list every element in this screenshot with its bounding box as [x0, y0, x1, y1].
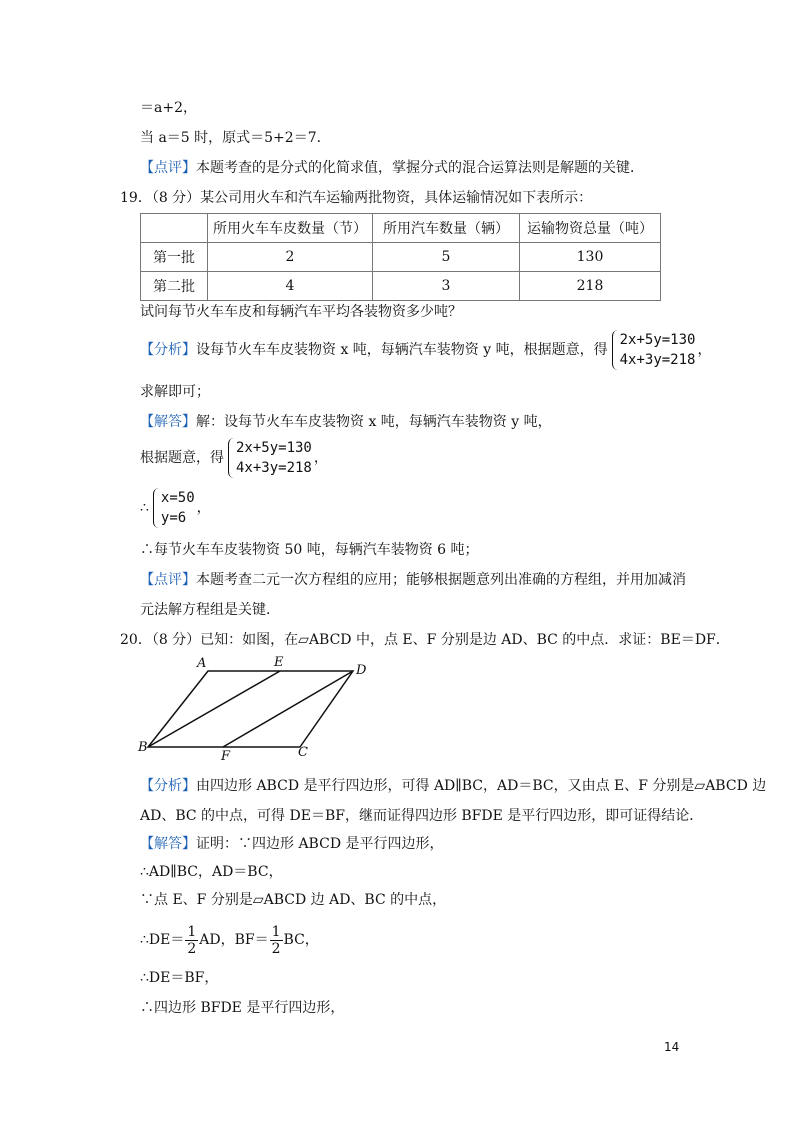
- text-line: 当 a＝5 时，原式＝5+2＝7．: [140, 130, 331, 146]
- equation: 2x+5y=130: [619, 332, 696, 348]
- solution: x=50: [160, 490, 195, 506]
- table-cell: 2: [208, 243, 373, 272]
- label-a: A: [197, 656, 207, 671]
- table-header-cell: [141, 214, 208, 243]
- therefore-symbol: ∴: [140, 500, 149, 516]
- fraction-numerator: 1: [271, 923, 281, 940]
- proof-step: ∴四边形 BFDE 是平行四边形，: [140, 1000, 345, 1016]
- table-cell: 第一批: [141, 243, 208, 272]
- solution-system: [151, 488, 195, 528]
- analysis-line: AD、BC 的中点，可得 DE＝BF，继而证得四边形 BFDE 是平行四边形，即可证得结论．: [140, 808, 704, 824]
- table-cell: 130: [520, 243, 661, 272]
- label-b: B: [138, 740, 148, 755]
- table-cell: 218: [520, 272, 661, 301]
- proof-step: ∵点 E、F 分别是▱ABCD 边 AD、BC 的中点，: [140, 892, 447, 908]
- solution: y=6: [160, 510, 187, 526]
- table-cell: 第二批: [141, 272, 208, 301]
- equation-system: [226, 438, 312, 478]
- question-20-heading: 20．（8 分）已知：如图，在▱ABCD 中，点 E、F 分别是边 AD、BC 的中点．求证：BE＝DF．: [120, 632, 730, 648]
- fraction-numerator: 1: [187, 923, 197, 940]
- proof-step: 证明：∵四边形 ABCD 是平行四边形，: [196, 836, 444, 852]
- question-19-heading: 19．（8 分）某公司用火车和汽车运输两批物资，具体运输情况如下表所示：: [120, 190, 593, 206]
- equation: 4x+3y=218: [619, 352, 696, 368]
- solution-line: ∴ x=50 y=6 ，: [140, 490, 211, 526]
- fraction-half: [270, 924, 283, 957]
- table-header-cell: 所用火车车皮数量（节）: [208, 214, 373, 243]
- table-cell: 4: [208, 272, 373, 301]
- proof-step: ∴DE＝BF，: [140, 970, 219, 986]
- comment-line: [140, 158, 644, 178]
- table-header-row: [141, 214, 661, 243]
- label-f: F: [221, 749, 231, 764]
- answer-conclusion: ∴每节火车车皮装物资 50 吨，每辆汽车装物资 6 吨；: [140, 542, 479, 558]
- comment-line: [140, 570, 686, 590]
- analysis-tag: 【分析】: [140, 342, 196, 358]
- question-19-ask: 试问每节火车车皮和每辆汽车平均各装物资多少吨？: [140, 304, 462, 320]
- analysis-text: 设每节火车车皮装物资 x 吨，每辆汽车装物资 y 吨，根据题意，得: [196, 342, 608, 358]
- fraction-denominator: 2: [271, 940, 281, 957]
- answer-system-line: 根据题意，得 2x+5y=130 4x+3y=218 ，: [140, 440, 328, 476]
- transport-table: [140, 213, 661, 301]
- parallelogram-abcd: [148, 671, 353, 747]
- comment-text: 本题考查二元一次方程组的应用；能够根据题意列出准确的方程组，并用加减消: [196, 572, 686, 588]
- equation: 4x+3y=218: [236, 460, 312, 476]
- proof-text: AD，BF＝: [199, 932, 269, 948]
- proof-text: BC，: [283, 932, 319, 948]
- equation: 2x+5y=130: [236, 440, 312, 456]
- segment-fd: [223, 671, 353, 747]
- label-e: E: [274, 655, 284, 670]
- segment-be: [148, 671, 280, 747]
- label-d: D: [356, 663, 367, 678]
- answer-text: 根据题意，得: [140, 450, 224, 466]
- answer-line: [140, 412, 552, 432]
- proof-text: ∴DE＝: [140, 932, 185, 948]
- table-header-cell: 所用汽车数量（辆）: [373, 214, 520, 243]
- fraction-denominator: 2: [187, 940, 197, 957]
- analysis-line: 【分析】设每节火车车皮装物资 x 吨，每辆汽车装物资 y 吨，根据题意，得 2x+5y=130 4x+3y=218 ，: [140, 332, 712, 368]
- table-header-cell: 运输物资总量（吨）: [520, 214, 661, 243]
- page-number: 14: [664, 1040, 680, 1054]
- comment-tag: 【点评】: [140, 160, 196, 176]
- table-cell: 5: [373, 243, 520, 272]
- parallelogram-figure: [135, 652, 375, 764]
- analysis-tail: 求解即可；: [140, 384, 210, 400]
- analysis-text: 由四边形 ABCD 是平行四边形，可得 AD∥BC，AD＝BC，又由点 E、F 分别是▱ABCD 边: [196, 778, 767, 794]
- analysis-line: [140, 776, 766, 796]
- answer-tag: 【解答】: [140, 414, 196, 430]
- answer-tag: 【解答】: [140, 836, 196, 852]
- table-row: [141, 272, 661, 301]
- answer-line: [140, 834, 444, 854]
- equation-system: [610, 330, 696, 370]
- fraction-half: [185, 924, 198, 957]
- table-cell: 3: [373, 272, 520, 301]
- analysis-tag: 【分析】: [140, 778, 196, 794]
- label-c: C: [298, 745, 308, 760]
- proof-step: ∴AD∥BC，AD＝BC，: [140, 864, 283, 880]
- text-line: ＝a+2，: [140, 100, 197, 116]
- proof-step-fractions: [140, 920, 319, 960]
- comment-text: 本题考查的是分式的化简求值，掌握分式的混合运算法则是解题的关键．: [196, 160, 644, 176]
- comment-tag: 【点评】: [140, 572, 196, 588]
- table-row: [141, 243, 661, 272]
- answer-text: 解：设每节火车车皮装物资 x 吨，每辆汽车装物资 y 吨，: [196, 414, 552, 430]
- comment-line: 元法解方程组是关键．: [140, 602, 280, 618]
